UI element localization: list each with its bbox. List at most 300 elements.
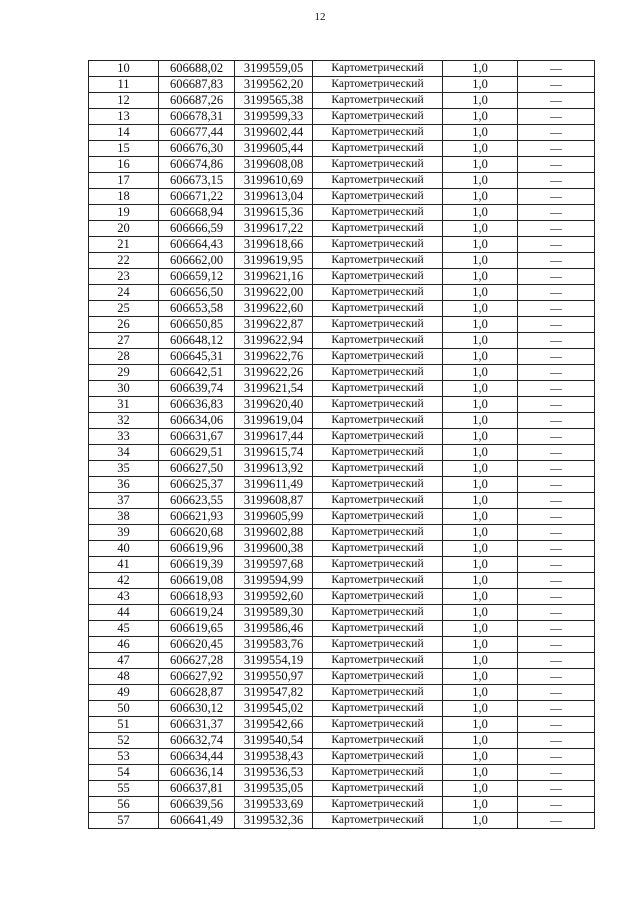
method-cell: Картометрический	[313, 317, 443, 333]
point-number-cell: 48	[89, 669, 159, 685]
accuracy-cell: 1,0	[443, 541, 518, 557]
y-coordinate-cell: 3199532,36	[235, 813, 313, 829]
x-coordinate-cell: 606641,49	[159, 813, 235, 829]
description-cell: —	[518, 173, 595, 189]
description-cell: —	[518, 589, 595, 605]
accuracy-cell: 1,0	[443, 749, 518, 765]
table-row	[89, 205, 595, 221]
y-coordinate-cell: 3199622,94	[235, 333, 313, 349]
y-coordinate-cell: 3199554,19	[235, 653, 313, 669]
y-coordinate-cell: 3199617,44	[235, 429, 313, 445]
point-number-cell: 16	[89, 157, 159, 173]
y-coordinate-cell: 3199599,33	[235, 109, 313, 125]
point-number-cell: 30	[89, 381, 159, 397]
method-cell: Картометрический	[313, 397, 443, 413]
y-coordinate-cell: 3199583,76	[235, 637, 313, 653]
method-cell: Картометрический	[313, 141, 443, 157]
point-number-cell: 11	[89, 77, 159, 93]
table-row	[89, 349, 595, 365]
accuracy-cell: 1,0	[443, 61, 518, 77]
description-cell: —	[518, 349, 595, 365]
y-coordinate-cell: 3199565,38	[235, 93, 313, 109]
description-cell: —	[518, 557, 595, 573]
method-cell: Картометрический	[313, 381, 443, 397]
y-coordinate-cell: 3199610,69	[235, 173, 313, 189]
y-coordinate-cell: 3199622,76	[235, 349, 313, 365]
method-cell: Картометрический	[313, 77, 443, 93]
method-cell: Картометрический	[313, 125, 443, 141]
method-cell: Картометрический	[313, 605, 443, 621]
x-coordinate-cell: 606668,94	[159, 205, 235, 221]
method-cell: Картометрический	[313, 109, 443, 125]
x-coordinate-cell: 606620,45	[159, 637, 235, 653]
accuracy-cell: 1,0	[443, 445, 518, 461]
y-coordinate-cell: 3199586,46	[235, 621, 313, 637]
x-coordinate-cell: 606619,39	[159, 557, 235, 573]
point-number-cell: 17	[89, 173, 159, 189]
point-number-cell: 44	[89, 605, 159, 621]
y-coordinate-cell: 3199545,02	[235, 701, 313, 717]
accuracy-cell: 1,0	[443, 397, 518, 413]
point-number-cell: 10	[89, 61, 159, 77]
accuracy-cell: 1,0	[443, 381, 518, 397]
table-row	[89, 685, 595, 701]
description-cell: —	[518, 221, 595, 237]
method-cell: Картометрический	[313, 93, 443, 109]
x-coordinate-cell: 606630,12	[159, 701, 235, 717]
method-cell: Картометрический	[313, 525, 443, 541]
y-coordinate-cell: 3199619,95	[235, 253, 313, 269]
description-cell: —	[518, 141, 595, 157]
y-coordinate-cell: 3199547,82	[235, 685, 313, 701]
accuracy-cell: 1,0	[443, 125, 518, 141]
method-cell: Картометрический	[313, 701, 443, 717]
method-cell: Картометрический	[313, 61, 443, 77]
x-coordinate-cell: 606677,44	[159, 125, 235, 141]
description-cell: —	[518, 637, 595, 653]
table-row	[89, 605, 595, 621]
table-row	[89, 125, 595, 141]
description-cell: —	[518, 109, 595, 125]
description-cell: —	[518, 397, 595, 413]
accuracy-cell: 1,0	[443, 237, 518, 253]
y-coordinate-cell: 3199620,40	[235, 397, 313, 413]
x-coordinate-cell: 606673,15	[159, 173, 235, 189]
point-number-cell: 37	[89, 493, 159, 509]
x-coordinate-cell: 606627,50	[159, 461, 235, 477]
x-coordinate-cell: 606632,74	[159, 733, 235, 749]
table-row	[89, 669, 595, 685]
description-cell: —	[518, 765, 595, 781]
method-cell: Картометрический	[313, 669, 443, 685]
point-number-cell: 12	[89, 93, 159, 109]
table-row	[89, 813, 595, 829]
point-number-cell: 47	[89, 653, 159, 669]
x-coordinate-cell: 606662,00	[159, 253, 235, 269]
y-coordinate-cell: 3199615,36	[235, 205, 313, 221]
x-coordinate-cell: 606688,02	[159, 61, 235, 77]
x-coordinate-cell: 606639,74	[159, 381, 235, 397]
y-coordinate-cell: 3199617,22	[235, 221, 313, 237]
description-cell: —	[518, 77, 595, 93]
accuracy-cell: 1,0	[443, 269, 518, 285]
accuracy-cell: 1,0	[443, 573, 518, 589]
description-cell: —	[518, 605, 595, 621]
method-cell: Картометрический	[313, 621, 443, 637]
accuracy-cell: 1,0	[443, 637, 518, 653]
description-cell: —	[518, 333, 595, 349]
description-cell: —	[518, 445, 595, 461]
method-cell: Картометрический	[313, 637, 443, 653]
point-number-cell: 35	[89, 461, 159, 477]
table-row	[89, 509, 595, 525]
y-coordinate-cell: 3199602,88	[235, 525, 313, 541]
table-row	[89, 365, 595, 381]
method-cell: Картометрический	[313, 173, 443, 189]
method-cell: Картометрический	[313, 269, 443, 285]
y-coordinate-cell: 3199622,60	[235, 301, 313, 317]
point-number-cell: 23	[89, 269, 159, 285]
table-row	[89, 653, 595, 669]
point-number-cell: 49	[89, 685, 159, 701]
accuracy-cell: 1,0	[443, 781, 518, 797]
point-number-cell: 45	[89, 621, 159, 637]
description-cell: —	[518, 493, 595, 509]
method-cell: Картометрический	[313, 589, 443, 605]
description-cell: —	[518, 749, 595, 765]
page-number: 12	[314, 11, 326, 23]
point-number-cell: 36	[89, 477, 159, 493]
x-coordinate-cell: 606636,14	[159, 765, 235, 781]
point-number-cell: 18	[89, 189, 159, 205]
method-cell: Картометрический	[313, 749, 443, 765]
coordinates-table	[88, 60, 595, 829]
accuracy-cell: 1,0	[443, 717, 518, 733]
description-cell: —	[518, 93, 595, 109]
x-coordinate-cell: 606664,43	[159, 237, 235, 253]
y-coordinate-cell: 3199608,08	[235, 157, 313, 173]
method-cell: Картометрический	[313, 477, 443, 493]
x-coordinate-cell: 606627,28	[159, 653, 235, 669]
method-cell: Картометрический	[313, 509, 443, 525]
table-row	[89, 141, 595, 157]
description-cell: —	[518, 61, 595, 77]
point-number-cell: 39	[89, 525, 159, 541]
method-cell: Картометрический	[313, 413, 443, 429]
y-coordinate-cell: 3199540,54	[235, 733, 313, 749]
description-cell: —	[518, 301, 595, 317]
table-row	[89, 589, 595, 605]
y-coordinate-cell: 3199613,92	[235, 461, 313, 477]
method-cell: Картометрический	[313, 781, 443, 797]
method-cell: Картометрический	[313, 813, 443, 829]
accuracy-cell: 1,0	[443, 509, 518, 525]
table-row	[89, 253, 595, 269]
y-coordinate-cell: 3199589,30	[235, 605, 313, 621]
method-cell: Картометрический	[313, 541, 443, 557]
table-row	[89, 77, 595, 93]
description-cell: —	[518, 813, 595, 829]
point-number-cell: 32	[89, 413, 159, 429]
table-row	[89, 733, 595, 749]
y-coordinate-cell: 3199542,66	[235, 717, 313, 733]
description-cell: —	[518, 653, 595, 669]
table-row	[89, 525, 595, 541]
description-cell: —	[518, 125, 595, 141]
accuracy-cell: 1,0	[443, 253, 518, 269]
description-cell: —	[518, 253, 595, 269]
description-cell: —	[518, 429, 595, 445]
description-cell: —	[518, 381, 595, 397]
table-row	[89, 237, 595, 253]
accuracy-cell: 1,0	[443, 429, 518, 445]
description-cell: —	[518, 541, 595, 557]
accuracy-cell: 1,0	[443, 173, 518, 189]
x-coordinate-cell: 606642,51	[159, 365, 235, 381]
accuracy-cell: 1,0	[443, 461, 518, 477]
point-number-cell: 19	[89, 205, 159, 221]
description-cell: —	[518, 317, 595, 333]
x-coordinate-cell: 606634,06	[159, 413, 235, 429]
x-coordinate-cell: 606645,31	[159, 349, 235, 365]
table-row	[89, 317, 595, 333]
y-coordinate-cell: 3199536,53	[235, 765, 313, 781]
point-number-cell: 38	[89, 509, 159, 525]
accuracy-cell: 1,0	[443, 317, 518, 333]
x-coordinate-cell: 606676,30	[159, 141, 235, 157]
accuracy-cell: 1,0	[443, 621, 518, 637]
table-row	[89, 157, 595, 173]
method-cell: Картометрический	[313, 717, 443, 733]
y-coordinate-cell: 3199622,26	[235, 365, 313, 381]
accuracy-cell: 1,0	[443, 813, 518, 829]
accuracy-cell: 1,0	[443, 669, 518, 685]
accuracy-cell: 1,0	[443, 797, 518, 813]
y-coordinate-cell: 3199621,54	[235, 381, 313, 397]
table-row	[89, 413, 595, 429]
point-number-cell: 34	[89, 445, 159, 461]
method-cell: Картометрический	[313, 333, 443, 349]
method-cell: Картометрический	[313, 157, 443, 173]
point-number-cell: 55	[89, 781, 159, 797]
method-cell: Картометрический	[313, 461, 443, 477]
x-coordinate-cell: 606687,83	[159, 77, 235, 93]
table-row	[89, 429, 595, 445]
point-number-cell: 54	[89, 765, 159, 781]
method-cell: Картометрический	[313, 365, 443, 381]
point-number-cell: 15	[89, 141, 159, 157]
method-cell: Картометрический	[313, 429, 443, 445]
y-coordinate-cell: 3199622,87	[235, 317, 313, 333]
x-coordinate-cell: 606671,22	[159, 189, 235, 205]
method-cell: Картометрический	[313, 797, 443, 813]
method-cell: Картометрический	[313, 285, 443, 301]
y-coordinate-cell: 3199621,16	[235, 269, 313, 285]
table-row	[89, 797, 595, 813]
description-cell: —	[518, 685, 595, 701]
x-coordinate-cell: 606659,12	[159, 269, 235, 285]
point-number-cell: 29	[89, 365, 159, 381]
table-row	[89, 765, 595, 781]
description-cell: —	[518, 365, 595, 381]
y-coordinate-cell: 3199605,99	[235, 509, 313, 525]
y-coordinate-cell: 3199550,97	[235, 669, 313, 685]
description-cell: —	[518, 669, 595, 685]
description-cell: —	[518, 157, 595, 173]
accuracy-cell: 1,0	[443, 109, 518, 125]
x-coordinate-cell: 606634,44	[159, 749, 235, 765]
x-coordinate-cell: 606621,93	[159, 509, 235, 525]
y-coordinate-cell: 3199535,05	[235, 781, 313, 797]
point-number-cell: 57	[89, 813, 159, 829]
table-row	[89, 477, 595, 493]
method-cell: Картометрический	[313, 349, 443, 365]
x-coordinate-cell: 606687,26	[159, 93, 235, 109]
accuracy-cell: 1,0	[443, 93, 518, 109]
point-number-cell: 22	[89, 253, 159, 269]
table-row	[89, 701, 595, 717]
accuracy-cell: 1,0	[443, 301, 518, 317]
x-coordinate-cell: 606619,24	[159, 605, 235, 621]
x-coordinate-cell: 606656,50	[159, 285, 235, 301]
point-number-cell: 31	[89, 397, 159, 413]
table-row	[89, 445, 595, 461]
x-coordinate-cell: 606650,85	[159, 317, 235, 333]
table-row	[89, 269, 595, 285]
y-coordinate-cell: 3199613,04	[235, 189, 313, 205]
method-cell: Картометрический	[313, 189, 443, 205]
method-cell: Картометрический	[313, 765, 443, 781]
y-coordinate-cell: 3199602,44	[235, 125, 313, 141]
table-row	[89, 221, 595, 237]
table-row	[89, 557, 595, 573]
x-coordinate-cell: 606625,37	[159, 477, 235, 493]
accuracy-cell: 1,0	[443, 141, 518, 157]
y-coordinate-cell: 3199594,99	[235, 573, 313, 589]
method-cell: Картометрический	[313, 445, 443, 461]
accuracy-cell: 1,0	[443, 365, 518, 381]
method-cell: Картометрический	[313, 205, 443, 221]
x-coordinate-cell: 606631,37	[159, 717, 235, 733]
table-row	[89, 573, 595, 589]
table-row	[89, 717, 595, 733]
table-row	[89, 781, 595, 797]
x-coordinate-cell: 606653,58	[159, 301, 235, 317]
table-row	[89, 93, 595, 109]
point-number-cell: 53	[89, 749, 159, 765]
y-coordinate-cell: 3199615,74	[235, 445, 313, 461]
point-number-cell: 40	[89, 541, 159, 557]
accuracy-cell: 1,0	[443, 205, 518, 221]
description-cell: —	[518, 717, 595, 733]
description-cell: —	[518, 237, 595, 253]
table-row	[89, 541, 595, 557]
x-coordinate-cell: 606648,12	[159, 333, 235, 349]
coordinates-table-body	[89, 61, 595, 829]
table-row	[89, 173, 595, 189]
x-coordinate-cell: 606619,08	[159, 573, 235, 589]
y-coordinate-cell: 3199533,69	[235, 797, 313, 813]
table-row	[89, 621, 595, 637]
accuracy-cell: 1,0	[443, 349, 518, 365]
accuracy-cell: 1,0	[443, 605, 518, 621]
description-cell: —	[518, 525, 595, 541]
point-number-cell: 50	[89, 701, 159, 717]
accuracy-cell: 1,0	[443, 493, 518, 509]
method-cell: Картометрический	[313, 221, 443, 237]
table-row	[89, 109, 595, 125]
y-coordinate-cell: 3199605,44	[235, 141, 313, 157]
point-number-cell: 41	[89, 557, 159, 573]
accuracy-cell: 1,0	[443, 685, 518, 701]
accuracy-cell: 1,0	[443, 733, 518, 749]
x-coordinate-cell: 606637,81	[159, 781, 235, 797]
point-number-cell: 28	[89, 349, 159, 365]
description-cell: —	[518, 733, 595, 749]
point-number-cell: 33	[89, 429, 159, 445]
table-row	[89, 333, 595, 349]
description-cell: —	[518, 461, 595, 477]
accuracy-cell: 1,0	[443, 557, 518, 573]
x-coordinate-cell: 606627,92	[159, 669, 235, 685]
accuracy-cell: 1,0	[443, 157, 518, 173]
x-coordinate-cell: 606678,31	[159, 109, 235, 125]
x-coordinate-cell: 606666,59	[159, 221, 235, 237]
accuracy-cell: 1,0	[443, 701, 518, 717]
y-coordinate-cell: 3199608,87	[235, 493, 313, 509]
y-coordinate-cell: 3199619,04	[235, 413, 313, 429]
accuracy-cell: 1,0	[443, 77, 518, 93]
description-cell: —	[518, 797, 595, 813]
description-cell: —	[518, 621, 595, 637]
x-coordinate-cell: 606620,68	[159, 525, 235, 541]
table-row	[89, 397, 595, 413]
point-number-cell: 43	[89, 589, 159, 605]
point-number-cell: 13	[89, 109, 159, 125]
x-coordinate-cell: 606619,96	[159, 541, 235, 557]
point-number-cell: 20	[89, 221, 159, 237]
description-cell: —	[518, 285, 595, 301]
method-cell: Картометрический	[313, 733, 443, 749]
description-cell: —	[518, 413, 595, 429]
method-cell: Картометрический	[313, 301, 443, 317]
table-row	[89, 493, 595, 509]
point-number-cell: 25	[89, 301, 159, 317]
table-row	[89, 301, 595, 317]
y-coordinate-cell: 3199611,49	[235, 477, 313, 493]
table-row	[89, 189, 595, 205]
description-cell: —	[518, 269, 595, 285]
accuracy-cell: 1,0	[443, 765, 518, 781]
accuracy-cell: 1,0	[443, 285, 518, 301]
x-coordinate-cell: 606619,65	[159, 621, 235, 637]
accuracy-cell: 1,0	[443, 189, 518, 205]
description-cell: —	[518, 189, 595, 205]
description-cell: —	[518, 701, 595, 717]
method-cell: Картометрический	[313, 493, 443, 509]
table-row	[89, 749, 595, 765]
description-cell: —	[518, 477, 595, 493]
point-number-cell: 14	[89, 125, 159, 141]
x-coordinate-cell: 606618,93	[159, 589, 235, 605]
point-number-cell: 26	[89, 317, 159, 333]
y-coordinate-cell: 3199622,00	[235, 285, 313, 301]
description-cell: —	[518, 509, 595, 525]
table-row	[89, 461, 595, 477]
y-coordinate-cell: 3199597,68	[235, 557, 313, 573]
description-cell: —	[518, 205, 595, 221]
method-cell: Картометрический	[313, 573, 443, 589]
